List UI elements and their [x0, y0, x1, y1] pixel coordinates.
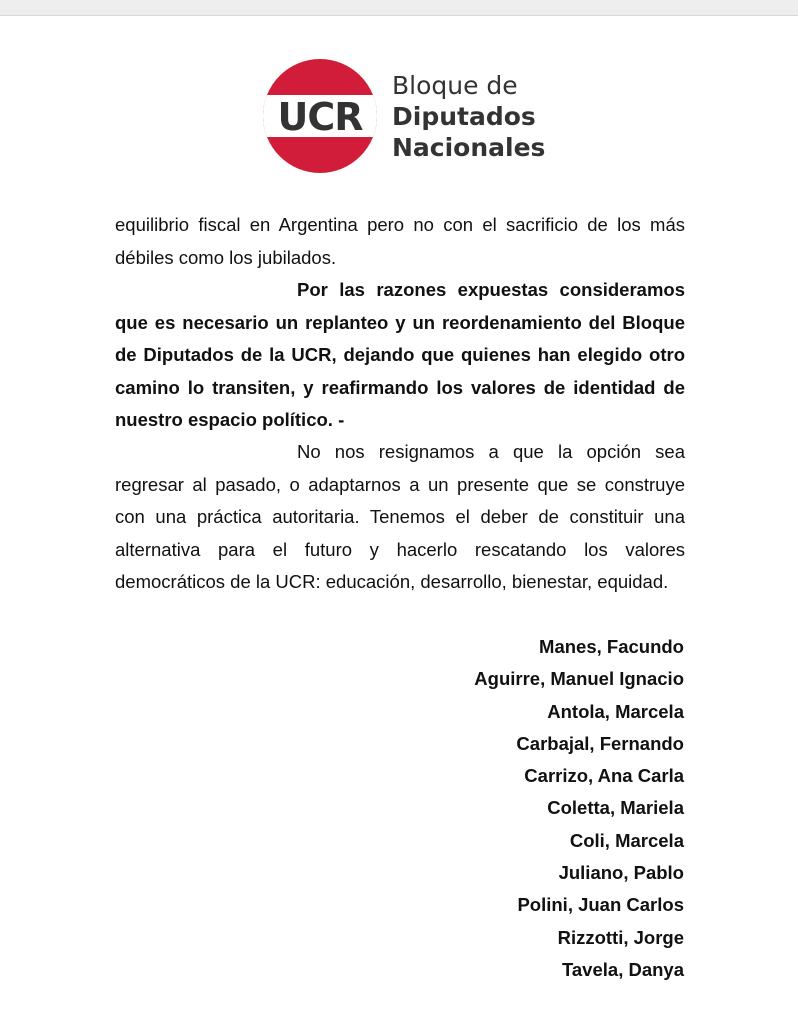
signatory: Polini, Juan Carlos [517, 894, 684, 916]
signatory: Rizzotti, Jorge [557, 926, 684, 948]
signatory: Tavela, Danya [561, 958, 684, 980]
ucr-logo [262, 58, 562, 174]
signatory: Carrizo, Ana Carla [524, 765, 684, 787]
logo-wordmark [392, 70, 545, 163]
signatory: Carbajal, Fernando [516, 732, 684, 754]
signatory: Manes, Facundo [539, 636, 684, 657]
signatory: Coletta, Mariela [547, 797, 684, 819]
paragraph-razones-expuestas: Por las razones expuestas consideramos que es necesario un replanteo y un reordenamiento del Bloque de Diputados de la UCR, dejando que quienes han elegido otro camino lo transiten, y reafirmando los valores de identidad de nuestro espacio político. - [115, 279, 685, 431]
signatory: Aguirre, Manuel Ignacio [474, 668, 684, 690]
paragraph-no-nos-resignamos: No nos resignamos a que la opción sea regresar al pasado, o adaptarnos a un presente que se construye con una práctica autoritaria. Tenemos el deber de constituir una alternativa para el futuro y hacerlo rescatando los valores democráticos de la UCR: educación, desarrollo, bienestar, equidad. [115, 441, 685, 593]
logo-line-nacionales: Nacionales [392, 133, 546, 162]
ucr-logo-mark-text: UCR [277, 95, 363, 139]
signatories-list [474, 631, 684, 986]
logo-line-bloque: Bloque de [392, 71, 518, 100]
paragraph-equilibrio-fiscal: equilibrio fiscal en Argentina pero no con el sacrificio de los más débiles como los jubilados. [115, 214, 685, 268]
ucr-logo-mark [262, 58, 378, 174]
signatory: Antola, Marcela [547, 700, 684, 722]
viewer-top-bar [0, 0, 798, 16]
signatory: Juliano, Pablo [558, 862, 684, 884]
logo-line-diputados: Diputados [392, 102, 536, 131]
signatory: Coli, Marcela [569, 829, 684, 851]
